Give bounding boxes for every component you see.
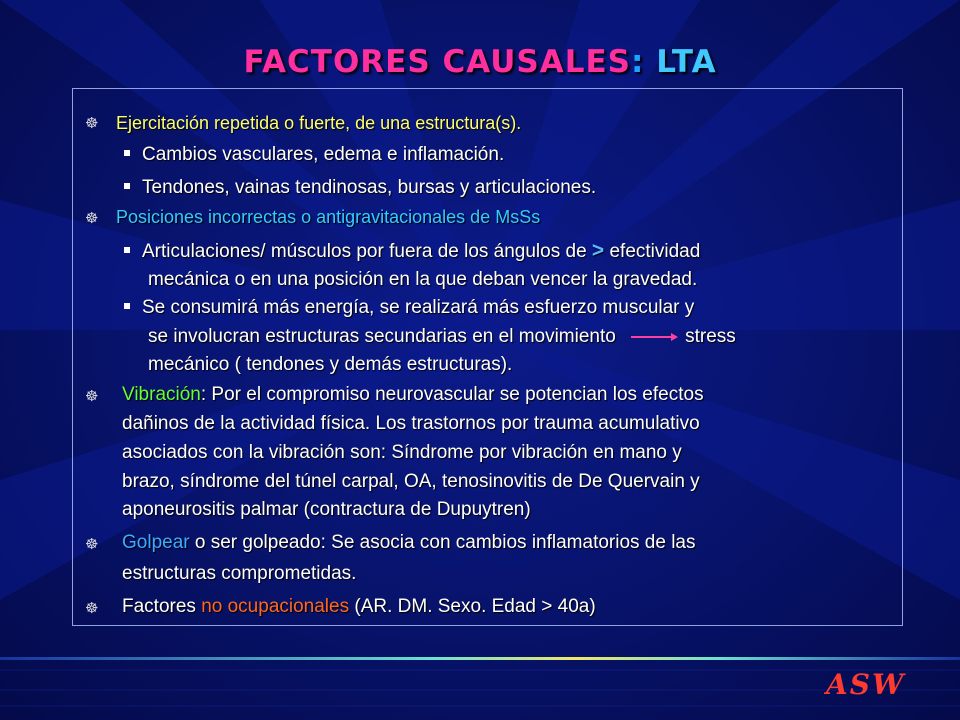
subitem-cambios bbox=[124, 144, 504, 166]
subitem-articulaciones-cont: mecánica o en una posición en la que deban vencer la gravedad. bbox=[148, 269, 698, 290]
subitem-text: Cambios vasculares, edema e inflamación. bbox=[142, 144, 505, 165]
bullet-icon: ☸ bbox=[85, 210, 99, 227]
author-signature: ASW bbox=[826, 668, 906, 701]
item-posiciones: Posiciones incorrectas o antigravitacionales de MsSs bbox=[116, 207, 541, 227]
subitem-energia bbox=[124, 297, 694, 319]
golpear-text: o ser golpeado: Se asocia con cambios inflamatorios de las bbox=[189, 532, 696, 553]
subitem-text: se involucran estructuras secundarias en el movimiento bbox=[148, 326, 616, 347]
bullet-icon: ☸ bbox=[85, 600, 99, 617]
bullet-icon: ☸ bbox=[85, 115, 99, 132]
vibracion-line-4: brazo, síndrome del túnel carpal, OA, tenosinovitis de De Quervain y bbox=[122, 471, 700, 492]
vibracion-line-2: dañinos de la actividad física. Los trastornos por trauma acumulativo bbox=[122, 413, 700, 434]
vibracion-line-5: aponeurositis palmar (contractura de Dupuytren) bbox=[122, 499, 531, 520]
stress-text: stress bbox=[685, 326, 736, 347]
arrow-right-icon bbox=[629, 330, 679, 344]
slide-title bbox=[0, 44, 960, 80]
factores-text: Factores bbox=[122, 596, 202, 617]
item-golpear bbox=[122, 532, 696, 554]
subitem-text: Se consumirá más energía, se realizará más esfuerzo muscular y bbox=[142, 297, 695, 318]
vibracion-line-3: asociados con la vibración son: Síndrome por vibración en mano y bbox=[122, 442, 682, 463]
subitem-articulaciones bbox=[124, 240, 700, 263]
subitem-energia-cont2: mecánico ( tendones y demás estructuras). bbox=[148, 354, 513, 375]
no-ocupacionales-text: no ocupacionales bbox=[201, 596, 350, 617]
subitem-energia-cont bbox=[148, 326, 736, 348]
subitem-tendones bbox=[124, 177, 596, 199]
title-main: FACTORES CAUSALES bbox=[243, 44, 631, 80]
subitem-text: Articulaciones/ músculos por fuera de los ángulos de bbox=[142, 241, 587, 262]
square-bullet-icon bbox=[124, 183, 130, 189]
footer-divider bbox=[0, 657, 960, 660]
greater-than-symbol: > bbox=[591, 239, 605, 262]
subitem-text-end: efectividad bbox=[609, 241, 701, 262]
item-factores bbox=[122, 596, 596, 618]
square-bullet-icon bbox=[124, 303, 130, 309]
golpear-label: Golpear bbox=[122, 532, 190, 553]
item-vibracion bbox=[122, 384, 704, 406]
title-colon: : bbox=[631, 44, 645, 80]
bullet-icon: ☸ bbox=[85, 388, 99, 405]
subitem-text: Tendones, vainas tendinosas, bursas y articulaciones. bbox=[142, 177, 597, 198]
square-bullet-icon bbox=[124, 247, 130, 253]
square-bullet-icon bbox=[124, 150, 130, 156]
item-ejercitacion: Ejercitación repetida o fuerte, de una estructura(s). bbox=[116, 113, 522, 133]
vibracion-label: Vibración bbox=[122, 384, 201, 405]
bullet-icon: ☸ bbox=[85, 536, 99, 553]
factores-detail: (AR. DM. Sexo. Edad > 40a) bbox=[349, 596, 596, 617]
title-accent: LTA bbox=[656, 44, 717, 80]
golpear-line-2: estructuras comprometidas. bbox=[122, 563, 357, 584]
vibracion-text: : Por el compromiso neurovascular se potencian los efectos bbox=[200, 384, 704, 405]
